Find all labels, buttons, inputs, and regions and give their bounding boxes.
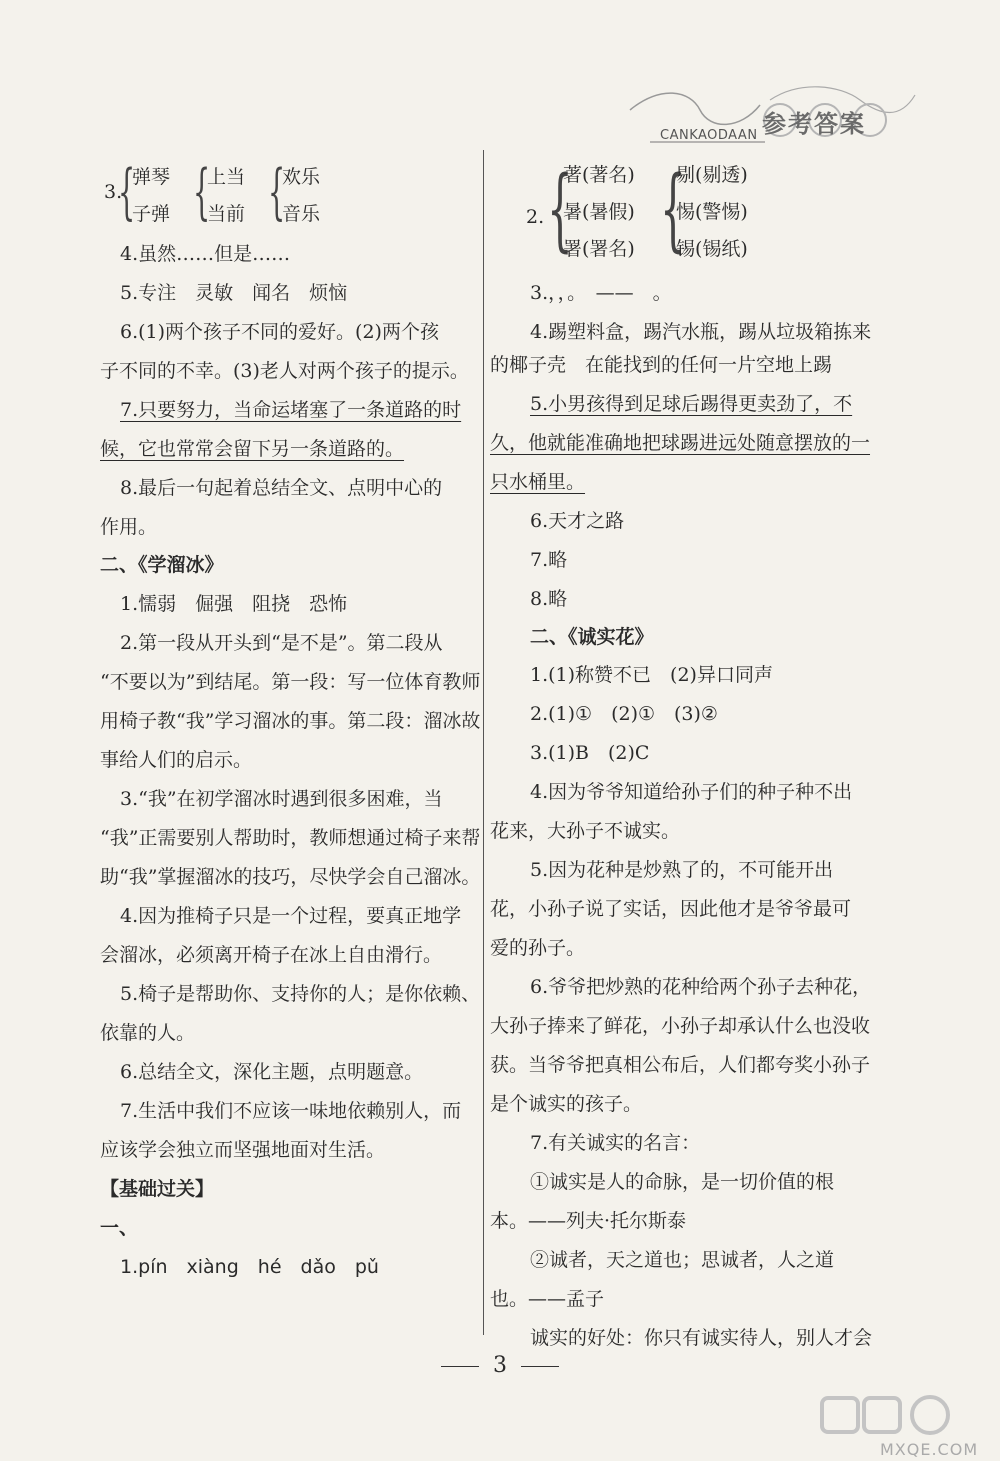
answer-line: 爱的孙子。 (490, 937, 586, 959)
answer-line: 用椅子教“我”学习溜冰的事。第二段：溜冰故 (100, 710, 481, 732)
word: 署(署名) (563, 238, 635, 260)
answer-line: 大孙子捧来了鲜花，小孙子却承认什么也没收 (490, 1015, 871, 1037)
answer-line: 7.生活中我们不应该一味地依赖别人，而 (120, 1100, 462, 1122)
answer-line: 4.因为爷爷知道给孙子们的种子种不出 (530, 781, 853, 803)
q2-number: 2. (526, 206, 545, 228)
word: 当前 (207, 203, 246, 225)
word: 惕(警惕) (676, 201, 748, 223)
word: 上当 (207, 166, 246, 188)
section-heading: 【基础过关】 (100, 1178, 215, 1200)
answer-line: 3.“我”在初学溜冰时遇到很多困难，当 (120, 788, 443, 810)
header-subtitle: CANKAODAAN (660, 128, 758, 143)
answer-line: 会溜冰，必须离开椅子在冰上自由滑行。 (100, 944, 443, 966)
word: 锡(锡纸) (676, 238, 748, 260)
section-heading: 一、 (100, 1217, 139, 1239)
dash-right (521, 1366, 559, 1367)
answer-line: 1.懦弱 倔强 阻挠 恐怖 (120, 593, 348, 615)
answer-line: 4.踢塑料盒，踢汽水瓶，踢从垃圾箱拣来 (530, 321, 872, 343)
answer-line: 6.(1)两个孩子不同的爱好。(2)两个孩 (120, 321, 439, 343)
brace: { (660, 157, 686, 262)
brace: { (118, 157, 136, 227)
answer-line: 3.，，。 —— 。 (530, 282, 672, 304)
word: 欢乐 (282, 166, 321, 188)
answer-line: 花，小孙子说了实话，因此他才是爷爷最可 (490, 898, 852, 920)
answer-line: “不要以为”到结尾。第一段：写一位体育教师 (100, 671, 481, 693)
answer-line: 作用。 (100, 516, 158, 538)
word: 著(著名) (563, 164, 635, 186)
page-number (0, 1353, 1000, 1378)
answer-line: 6.爷爷把炒熟的花种给两个孙子去种花， (530, 976, 872, 998)
answer-line: 是个诚实的孩子。 (490, 1093, 643, 1115)
answer-line: 也。——孟子 (490, 1288, 605, 1310)
word: 音乐 (282, 203, 321, 225)
answer-line: 花来，大孙子不诚实。 (490, 820, 681, 842)
answer-line: ①诚实是人的命脉，是一切价值的根 (530, 1171, 835, 1193)
brace: { (268, 157, 286, 227)
answer-line-underlined: 只水桶里。 (490, 471, 586, 493)
answer-line: “我”正需要别人帮助时，教师想通过椅子来帮 (100, 827, 481, 849)
answer-line-underlined: 候，它也常常会留下另一条道路的。 (100, 438, 405, 460)
answer-line: 应该学会独立而坚强地面对生活。 (100, 1139, 386, 1161)
answer-line: 4.因为推椅子只是一个过程，要真正地学 (120, 905, 462, 927)
header-title: 参考答案 (762, 109, 866, 138)
page-number-value: 3 (493, 1353, 507, 1378)
brace: { (547, 157, 573, 262)
answer-line: 子不同的不幸。(3)老人对两个孩子的提示。 (100, 360, 469, 382)
section-heading: 二、《诚实花》 (530, 626, 654, 648)
answer-line: 诚实的好处：你只有诚实待人，别人才会 (530, 1327, 873, 1349)
answer-line: 4.虽然……但是…… (120, 243, 291, 265)
pinyin-line: 1.pín xiàng hé dǎo pǔ (120, 1256, 379, 1278)
answer-line: 的椰子壳 在能找到的任何一片空地上踢 (490, 354, 833, 376)
answer-line: 7.有关诚实的名言： (530, 1132, 701, 1154)
answer-line: 5.椅子是帮助你、支持你的人；是你依赖、 (120, 983, 481, 1005)
word: 剔(剔透) (676, 164, 748, 186)
answer-line: 助“我”掌握溜冰的技巧，尽快学会自己溜冰。 (100, 866, 481, 888)
answer-line: ②诚者，天之道也；思诚者，人之道 (530, 1249, 835, 1271)
answer-line: 获。当爷爷把真相公布后，人们都夸奖小孙子 (490, 1054, 871, 1076)
answer-line-underlined: 5.小男孩得到足球后踢得更卖劲了，不 (530, 393, 853, 415)
answer-line-underlined: 7.只要努力，当命运堵塞了一条道路的时 (120, 399, 462, 421)
answer-line: 7.略 (530, 549, 568, 571)
answer-line: 6.总结全文，深化主题，点明题意。 (120, 1061, 424, 1083)
word: 弹琴 (132, 166, 171, 188)
section-heading: 二、《学溜冰》 (100, 554, 224, 576)
answer-line: 3.(1)B (2)C (530, 742, 650, 764)
answer-line: 8.最后一句起着总结全文、点明中心的 (120, 477, 443, 499)
word: 暑(暑假) (563, 201, 635, 223)
answer-line: 2.第一段从开头到“是不是”。第二段从 (120, 632, 443, 654)
dash-left (441, 1366, 479, 1367)
answer-line: 5.专注 灵敏 闻名 烦恼 (120, 282, 348, 304)
q3-number: 3. (104, 181, 123, 203)
brace: { (193, 157, 211, 227)
watermark-text: MXQE.COM (880, 1440, 979, 1459)
answer-line: 本。——列夫·托尔斯泰 (490, 1210, 687, 1232)
answer-line-underlined: 久，他就能准确地把球踢进远处随意摆放的一 (490, 432, 871, 454)
answer-line: 事给人们的启示。 (100, 749, 253, 771)
answer-line: 1.(1)称赞不已 (2)异口同声 (530, 664, 773, 686)
answer-line: 6.天才之路 (530, 510, 625, 532)
column-divider (483, 150, 484, 1335)
word: 子弹 (132, 203, 171, 225)
answer-line: 8.略 (530, 588, 568, 610)
answer-line: 依靠的人。 (100, 1022, 196, 1044)
answer-line: 2.(1)① (2)① (3)② (530, 703, 718, 725)
answer-line: 5.因为花种是炒熟了的，不可能开出 (530, 859, 834, 881)
